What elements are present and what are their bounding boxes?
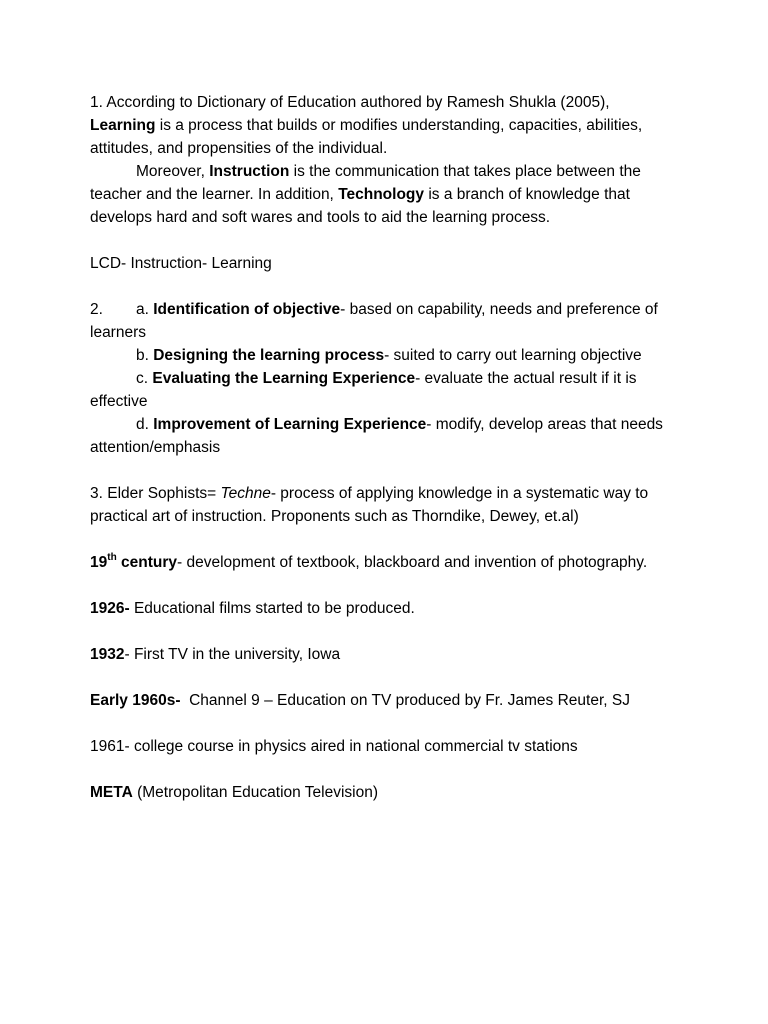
section-2-item-c: c. Evaluating the Learning Experience- evaluate the actual result if it is effective xyxy=(90,370,637,410)
timeline-meta: META (Metropolitan Education Television) xyxy=(90,784,379,801)
learning-definition: is a process that builds or modifies understanding, capacities, abilities, attitudes, and propensities of the individual. xyxy=(90,117,643,157)
timeline-1932: 1932- First TV in the university, Iowa xyxy=(90,646,341,663)
term-technology: Technology xyxy=(338,186,425,203)
item-d-term: Improvement of Learning Experience xyxy=(153,416,427,433)
section-2-item-b: b. Designing the learning process- suited to carry out learning objective xyxy=(136,347,642,364)
item-d-desc: - modify, develop areas that needs attention/emphasis xyxy=(90,416,663,456)
instruction-definition: is the communication that takes place between the teacher and the learner. In addition, xyxy=(90,163,641,203)
timeline-1926: 1926- Educational films started to be produced. xyxy=(90,600,415,617)
term-techne: Techne xyxy=(220,485,271,502)
section-1-intro: 1. According to Dictionary of Education authored by Ramesh Shukla (2005), xyxy=(90,94,610,111)
document-page xyxy=(90,91,690,804)
timeline-19th-century: 19th century- development of textbook, blackboard and invention of photography. xyxy=(90,551,648,571)
item-b-desc: - suited to carry out learning objective xyxy=(384,347,642,364)
technology-definition: is a branch of knowledge that develops hard and soft wares and tools to aid the learning process. xyxy=(90,186,630,226)
timeline-early-1960s: Early 1960s- Channel 9 – Education on TV produced by Fr. James Reuter, SJ xyxy=(90,692,630,709)
section-3-paragraph: 3. Elder Sophists= Techne- process of applying knowledge in a systematic way to practical art of instruction. Proponents such as Thorndike, Dewey, et.al) xyxy=(90,485,649,525)
lcd-line: LCD- Instruction- Learning xyxy=(90,255,272,272)
term-instruction: Instruction xyxy=(209,163,290,180)
section-2-number: 2. xyxy=(90,301,103,318)
term-learning: Learning xyxy=(90,117,156,134)
section-1-continuation: Moreover, Instruction is the communication that takes place between the teacher and the learner. In addition, Technology is a branch of knowledge that develops hard and soft wares and tools to aid the learning process. xyxy=(90,163,641,226)
item-c-desc: - evaluate the actual result if it is effective xyxy=(90,370,637,410)
item-a-term: Identification of objective xyxy=(153,301,341,318)
timeline-1961: 1961- college course in physics aired in national commercial tv stations xyxy=(90,738,578,755)
section-2-item-d: d. Improvement of Learning Experience- modify, develop areas that needs attention/emphasis xyxy=(90,416,663,456)
item-a-desc: - based on capability, needs and preference of learners xyxy=(90,301,658,341)
section-2-item-a: 2. a. Identification of objective- based on capability, needs and preference of learners xyxy=(90,298,690,344)
item-b-term: Designing the learning process xyxy=(153,347,385,364)
item-c-term: Evaluating the Learning Experience xyxy=(152,370,416,387)
section-1-paragraph xyxy=(90,91,690,160)
